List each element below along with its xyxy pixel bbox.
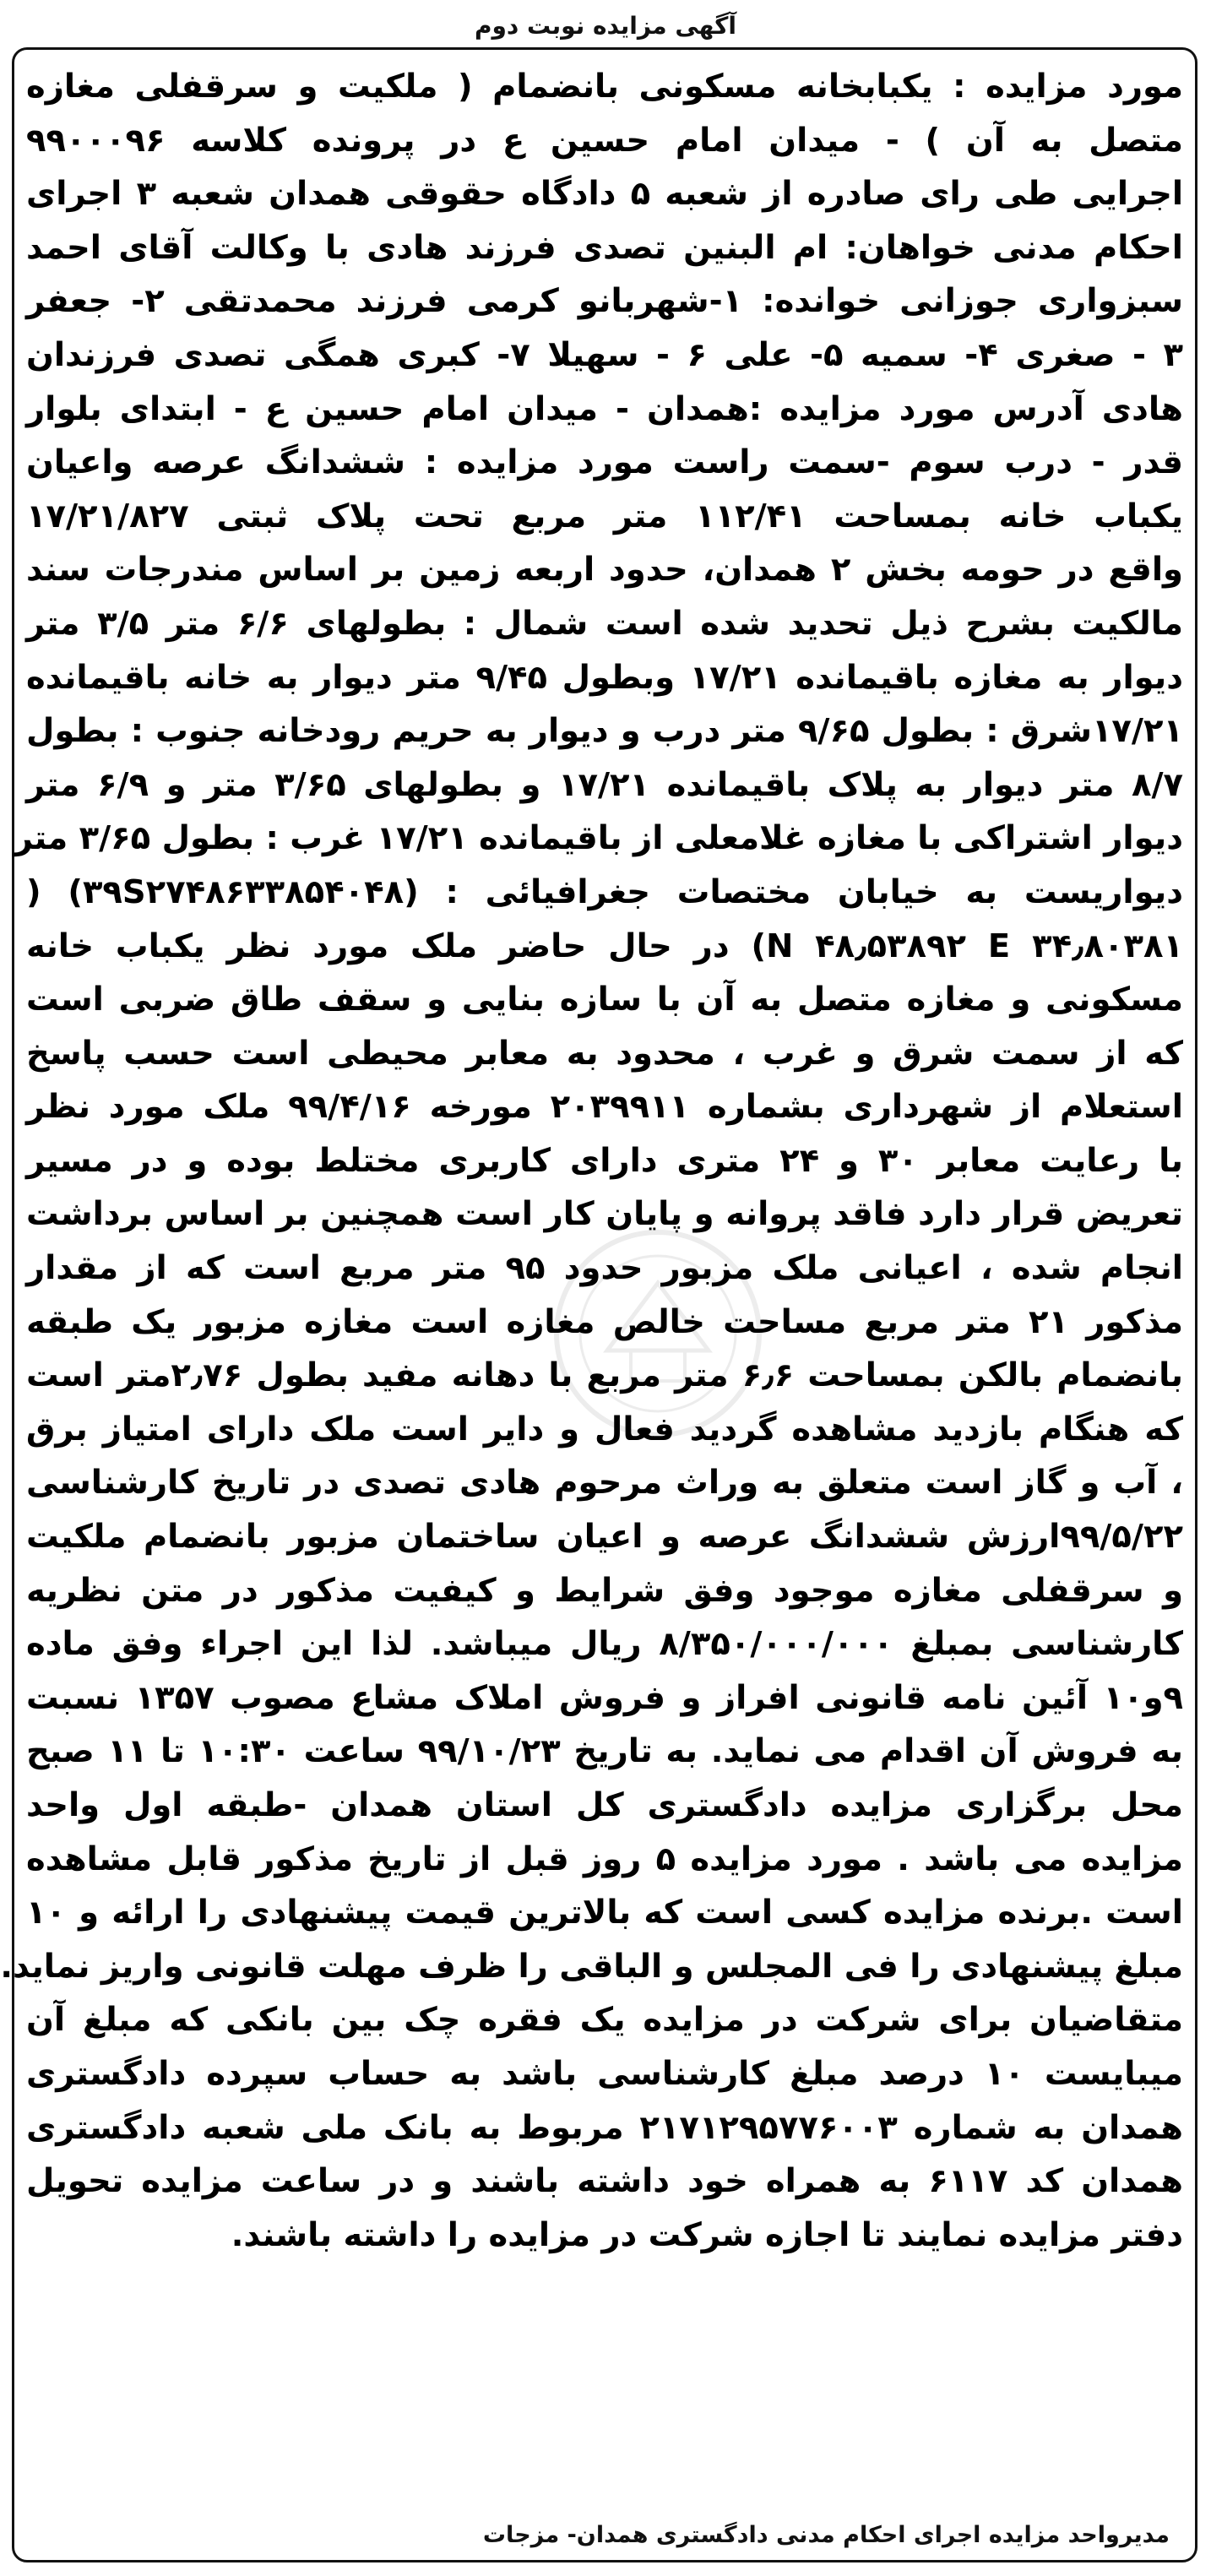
text-line: دیوار به مغازه باقیمانده ۱۷/۲۱ وبطول ۹/۴۵ متر دیوار به خانه باقیمانده [26,658,1183,697]
text-line: قدر - درب سوم -سمت راست مورد مزایده : ششدانگ عرصه واعیان [26,443,1183,482]
text-line: واقع در حومه بخش ۲ همدان، حدود اربعه زمین بر اساس مندرجات سند [26,551,1183,590]
text-line: کارشناسی بمبلغ ۸/۳۵۰/۰۰۰/۰۰۰ ریال میباشد. لذا این اجراء وفق ماده [26,1625,1183,1664]
text-line: بانضمام بالکن بمساحت ۶٫۶ متر مربع با دهانه مفید بطول ۲٫۷۶متر است [26,1356,1183,1395]
document-title: آگهی مزایده نوبت دوم [474,12,737,40]
text-line: مالکیت بشرح ذیل تحدید شده است شمال : بطولهای ۶/۶ متر ۳/۵ متر [26,604,1184,643]
text-line: اجرایی طی رای صادره از شعبه ۵ دادگاه حقوقی همدان شعبه ۳ اجرای [26,175,1184,214]
text-line: مبلغ پیشنهادی را فی المجلس و الباقی را ظرف مهلت قانونی واریز نماید. [0,1947,1183,1986]
text-line: همدان کد ۶۱۱۷ به همراه خود داشته باشند و در ساعت مزایده تحویل [26,2162,1183,2201]
text-line: به فروش آن اقدام می نماید. به تاریخ ۹۹/۱۰/۲۳ ساعت ۱۰:۳۰ تا ۱۱ صبح [26,1732,1184,1771]
text-line: محل برگزاری مزایده دادگستری کل استان همدان -طبقه اول واحد [26,1786,1183,1824]
text-line: هادی آدرس مورد مزایده :همدان - میدان امام حسین ع - ابتدای بلوار [26,389,1183,428]
text-line: ۱۷/۲۱شرق : بطول ۹/۶۵ متر درب و دیوار به حریم رودخانه جنوب : بطول [26,712,1183,751]
text-line: دیوار اشتراکی با مغازه غلامعلی از باقیمانده ۱۷/۲۱ غرب : بطول ۳/۶۵ متر [14,819,1183,858]
text-line: یکباب خانه بمساحت ۱۱۲/۴۱ متر مربع تحت پلاک ثبتی ۱۷/۲۱/۸۲۷ [26,497,1184,535]
text-line: مورد مزایده : یکبابخانه مسکونی بانضمام ( ملکیت و سرقفلی مغازه [26,68,1183,106]
text-line: ۹۹/۵/۲۲ارزش ششدانگ عرصه و اعیان ساختمان مزبور بانضمام ملکیت [26,1518,1183,1557]
text-line: ۹و۱۰ آئین نامه قانونی افراز و فروش املاک مشاع مصوب ۱۳۵۷ نسبت [26,1678,1184,1717]
text-line: که از سمت شرق و غرب ، محدود به معابر محیطی است حسب پاسخ [26,1034,1183,1073]
text-line: مذکور ۲۱ متر مربع مساحت خالص مغازه است مغازه مزبور یک طبقه [26,1302,1184,1341]
text-line: انجام شده ، اعیانی ملک مزبور حدود ۹۵ متر مربع است که از مقدار [26,1249,1183,1288]
text-line: که هنگام بازدید مشاهده گردید فعال و دایر است ملک دارای امتیاز برق [26,1410,1183,1448]
text-line: است .برنده مزایده کسی است که بالاترین قیمت پیشنهادی را ارائه و ۱۰ [26,1894,1183,1932]
text-line: تعریض قرار دارد فاقد پروانه و پایان کار است همچنین بر اساس برداشت [26,1195,1183,1234]
text-line: متقاضیان برای شرکت در مزایده یک فقره چک بین بانکی که مبلغ آن [26,2001,1183,2040]
text-line: همدان به شماره ۲۱۷۱۲۹۵۷۷۶۰۰۳ مربوط به بانک ملی شعبه دادگستری [26,2108,1183,2147]
signature-line: مدیرواحد مزایده اجرای احکام مدنی دادگستری همدان- مزجات [482,2522,1170,2548]
advertisement-body [0,60,1184,2262]
text-line: و سرقفلی مغازه موجود وفق شرایط و کیفیت مذکور در متن نظریه [26,1571,1183,1610]
advertisement-frame [0,47,1197,2562]
text-line: استعلام از شهرداری بشماره ۲۰۳۹۹۱۱ مورخه ۹۹/۴/۱۶ ملک مورد نظر [26,1088,1183,1127]
text-line: مزایده می باشد . مورد مزایده ۵ روز قبل از تاریخ مذکور قابل مشاهده [26,1840,1183,1878]
text-line: ۳ - صغری ۴- سمیه ۵- علی ۶ - سهیلا ۷- کبری همگی تصدی فرزندان [26,335,1184,374]
text-line: دفتر مزایده نمایند تا اجازه شرکت در مزایده را داشته باشند. [231,2215,1183,2254]
text-line: سبزواری جوزانی خوانده: ۱-شهربانو کرمی فرزند محمدتقی ۲- جعفر [26,282,1183,321]
text-line: متصل به آن ) - میدان امام حسین ع در پرونده کلاسه ۹۹۰۰۰۹۶ [26,121,1183,160]
text-line: دیواریست به خیابان مختصات جغرافیائی : (۳۹S۲۷۴۸۶۳۳۸۵۴۰۴۸) ( [26,872,1183,911]
text-line: مسکونی و مغازه متصل به آن با سازه بنایی و سقف طاق ضربی است [26,981,1183,1019]
text-line: ، آب و گاز است متعلق به وراث مرحوم هادی تصدی در تاریخ کارشناسی [26,1464,1183,1503]
text-line: با رعایت معابر ۳۰ و ۲۴ متری دارای کاربری مختلط بوده و در مسیر [26,1141,1184,1180]
text-line: N ۴۸٫۵۳۸۹۲ E ۳۴٫۸۰۳۸۱) در حال حاضر ملک مورد نظر یکباب خانه [26,927,1183,965]
text-line: احکام مدنی خواهان: ام البنین تصدی فرزند هادی با وکالت آقای احمد [26,228,1183,267]
text-line: ۸/۷ متر دیوار به پلاک باقیمانده ۱۷/۲۱ و بطولهای ۳/۶۵ متر و ۶/۹ متر [26,765,1184,804]
text-line: میبایست ۱۰ درصد مبلغ کارشناسی باشد به حساب سپرده دادگستری [26,2054,1183,2093]
